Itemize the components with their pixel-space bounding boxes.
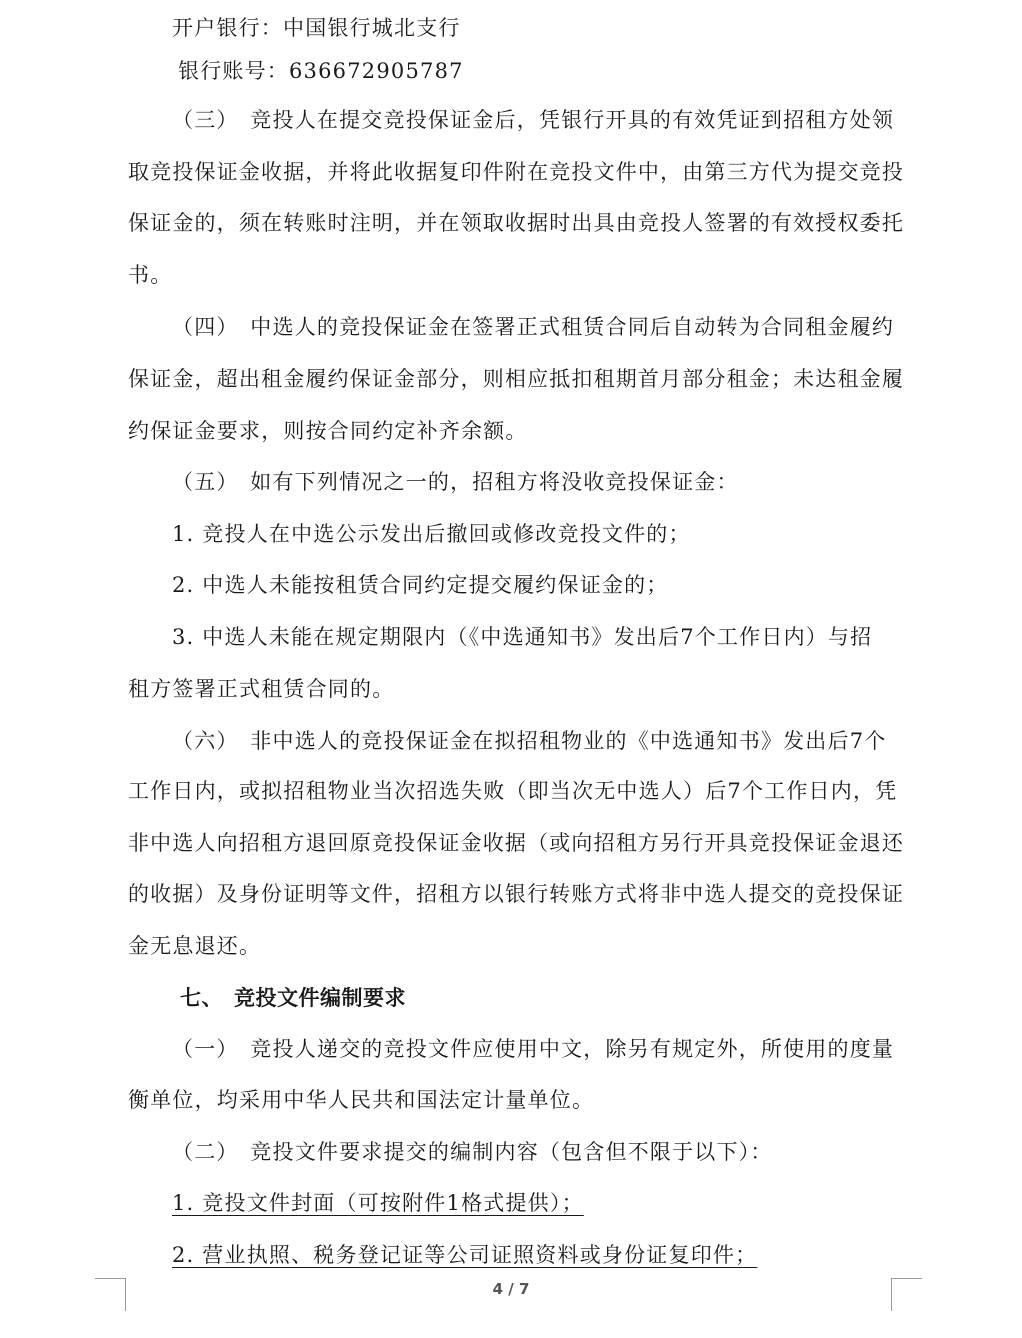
list-item: 1. 竞投人在中选公示发出后撤回或修改竞投文件的； <box>172 522 691 546</box>
paragraph-line: 工作日内，或拟招租物业当次招选失败（即当次无中选人）后7个工作日内，凭 <box>128 779 898 803</box>
list-item: 2. 营业执照、税务登记证等公司证照资料或身份证复印件； <box>172 1243 758 1267</box>
paragraph-line: 衡单位，均采用中华人民共和国法定计量单位。 <box>128 1088 595 1112</box>
paragraph-line: 的收据）及身份证明等文件，招租方以银行转账方式将非中选人提交的竞投保证 <box>128 882 904 906</box>
bank-account-line: 银行账号：636672905787 <box>178 59 464 83</box>
paragraph-line: 保证金，超出租金履约保证金部分，则相应抵扣租期首月部分租金；未达租金履 <box>128 367 904 391</box>
paragraph-line: （四） 中选人的竞投保证金在签署正式租赁合同后自动转为合同租金履约 <box>172 315 895 339</box>
paragraph-line: 书。 <box>128 263 173 287</box>
list-item: 3. 中选人未能在规定期限内（《中选通知书》发出后7个工作日内）与招 <box>172 625 873 649</box>
section-heading: 七、 竞投文件编制要求 <box>180 986 406 1010</box>
paragraph-line: 约保证金要求，则按合同约定补齐余额。 <box>128 419 528 443</box>
paragraph-line: （二） 竞投文件要求提交的编制内容（包含但不限于以下）： <box>172 1140 773 1164</box>
paragraph-line: 取竞投保证金收据，并将此收据复印件附在竞投文件中，由第三方代为提交竞投 <box>128 160 904 184</box>
list-item: 2. 中选人未能按租赁合同约定提交履约保证金的； <box>172 573 669 597</box>
page-number: 4 / 7 <box>492 1280 530 1298</box>
paragraph-line: 保证金的，须在转账时注明，并在领取收据时出具由竞投人签署的有效授权委托 <box>128 211 904 235</box>
paragraph-line: （五） 如有下列情况之一的，招租方将没收竞投保证金： <box>172 470 739 494</box>
bank-name-line: 开户银行：中国银行城北支行 <box>172 16 461 40</box>
paragraph-line: （六） 非中选人的竞投保证金在拟招租物业的《中选通知书》发出后7个 <box>172 729 887 753</box>
paragraph-line: 租方签署正式租赁合同的。 <box>128 677 395 701</box>
paragraph-line: （三） 竞投人在提交竞投保证金后，凭银行开具的有效凭证到招租方处领 <box>172 108 895 132</box>
paragraph-line: 金无息退还。 <box>128 934 262 958</box>
list-item: 1. 竞投文件封面（可按附件1格式提供）； <box>172 1191 584 1215</box>
paragraph-line: （一） 竞投人递交的竞投文件应使用中文，除另有规定外，所使用的度量 <box>172 1037 895 1061</box>
paragraph-line: 非中选人向招租方退回原竞投保证金收据（或向招租方另行开具竞投保证金退还 <box>128 831 904 855</box>
